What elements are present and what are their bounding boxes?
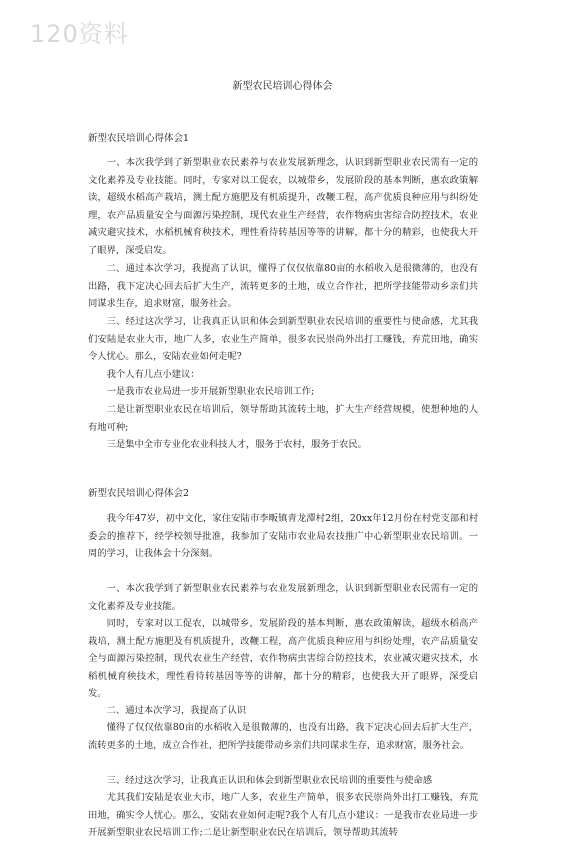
section-1-paragraph-4: 我个人有几点小建议： (106, 369, 200, 380)
section-1-paragraph-6: 二是让新型职业农民在培训后，领导帮助其流转土地，扩大生产经营规模，使想种地的人有地可种; (88, 404, 478, 433)
section-2-heading: 新型农民培训心得体会2 (88, 488, 190, 499)
document-title: 新型农民培训心得体会 (232, 81, 333, 92)
section-2-paragraph-4: 二、通过本次学习，我提高了认识 (106, 705, 247, 716)
section-2-paragraph-7: 尤其我们安陆是农业大市，地广人多，农业生产简单，很多农民崇尚外出打工赚钱，弃荒田地，确实令人忧心。那么，安陆农业如何走呢?我个人有几点小建议：一是我市农业局进一步开展新型职业农民培训工作;二是让新型职业农民在培训后，领导帮助其流转 (88, 792, 478, 838)
section-1-paragraph-7: 三是集中全市专业化农业科技人才，服务于农村，服务于农民。 (106, 439, 367, 450)
watermark-logo: 120资料 (30, 20, 129, 48)
section-1-paragraph-2: 二、通过本次学习，我提高了认识，懂得了仅仅依靠80亩的水稻收入是很微薄的，也没有出路，我下定决心回去后扩大生产，流转更多的土地，成立合作社，把所学技能带动乡亲们共同谋求生存，追求财富，服务社会。 (88, 263, 478, 309)
section-1-paragraph-3: 三、经过这次学习，让我真正认识和体会到新型职业农民培训的重要性与使命感，尤其我们安陆是农业大市，地广人多，农业生产简单，很多农民崇尚外出打工赚钱，弃荒田地，确实令人忧心。那么，安陆农业如何走呢? (88, 316, 478, 362)
section-2-paragraph-6: 三、经过这次学习，让我真正认识和体会到新型职业农民培训的重要性与使命感 (106, 775, 432, 786)
section-1-paragraph-5: 一是我市农业局进一步开展新型职业农民培训工作; (106, 386, 315, 397)
section-1-paragraph-1: 一、本次我学到了新型职业农民素养与农业发展新理念，认识到新型职业农民需有一定的文化素养及专业技能。同时，专家对以工促农，以城带乡，发展阶段的基本判断，惠农政策解读，超级水稻高产栽培，测土配方施肥及有机质提升，改鞭工程，高产优质良种应用与纠纷处理，农产品质量安全与面源污染控制，现代农业生产经营，农作物病虫害综合防控技术，农业减灾避灾技术，水稻机械育秧技术，理性看待转基因等等的讲解，都十分的精彩，也使我大开了眼界，深受启发。 (88, 157, 478, 256)
section-2-paragraph-5: 懂得了仅仅依靠80亩的水稻收入是很微薄的，也没有出路，我下定决心回去后扩大生产，流转更多的土地，成立合作社，把所学技能带动乡亲们共同谋求生存，追求财富，服务社会。 (88, 722, 478, 751)
section-2-paragraph-1: 我今年47岁，初中文化，家住安陆市李畈镇青龙潭村2组，20xx年12月份在村党支部和村委会的推荐下，经学校领导批准，我参加了安陆市农业局农技推广中心新型职业农民培训。一周的学习，让我体会十分深刻。 (88, 513, 478, 559)
section-2-paragraph-3: 同时，专家对以工促农，以城带乡，发展阶段的基本判断，惠农政策解读，超级水稻高产栽培，测土配方施肥及有机质提升，改鞭工程，高产优质良种应用与纠纷处理，农产品质量安全与面源污染控制，现代农业生产经营，农作物病虫害综合防控技术，农业减灾避灾技术，水稻机械育秧技术，理性看待转基因等等的讲解，都十分的精彩，也使我大开了眼界，深受启发。 (88, 618, 478, 699)
section-2-paragraph-2: 一、本次我学到了新型职业农民素养与农业发展新理念，认识到新型职业农民需有一定的文化素养及专业技能。 (88, 583, 478, 612)
section-1-heading: 新型农民培训心得体会1 (88, 133, 190, 144)
